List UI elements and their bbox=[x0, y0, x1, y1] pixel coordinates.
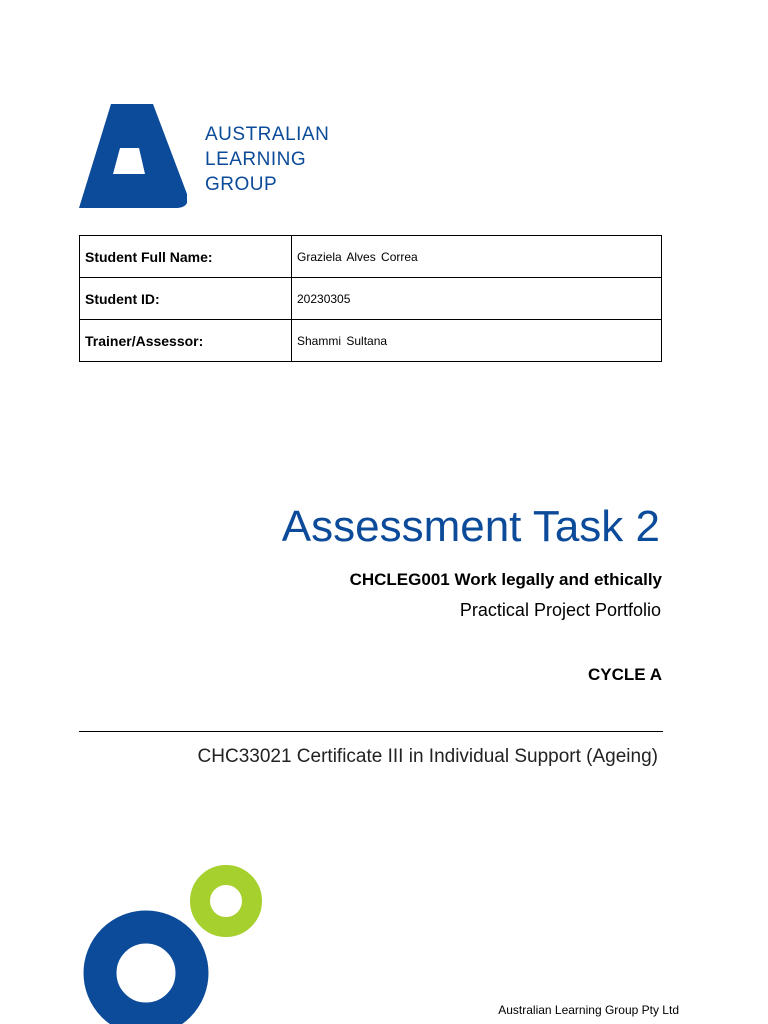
portfolio-subtitle: Practical Project Portfolio bbox=[459, 600, 661, 620]
brand-logo-mark-icon bbox=[79, 104, 187, 208]
student-id-value bbox=[292, 278, 662, 320]
student-name-text: Graziela Alves Correa bbox=[297, 249, 418, 264]
student-name-label: Student Full Name: bbox=[80, 236, 292, 278]
certificate-title: CHC33021 Certificate III in Individual Support (Ageing) bbox=[197, 746, 658, 767]
cycle-label: CYCLE A bbox=[588, 665, 662, 684]
brand-line-2: LEARNING bbox=[205, 149, 307, 170]
trainer-label: Trainer/Assessor: bbox=[80, 320, 292, 362]
table-row bbox=[80, 236, 662, 278]
student-id-text: 20230305 bbox=[297, 291, 351, 306]
trainer-value bbox=[292, 320, 662, 362]
table-row bbox=[80, 320, 662, 362]
brand-line-3: GROUP bbox=[205, 174, 278, 195]
brand-name bbox=[205, 122, 329, 197]
brand-logo bbox=[79, 104, 339, 210]
student-info-table bbox=[79, 235, 662, 362]
divider bbox=[79, 731, 663, 732]
table-row bbox=[80, 278, 662, 320]
student-name-value bbox=[292, 236, 662, 278]
trainer-text: Shammi Sultana bbox=[297, 333, 388, 348]
blue-ring-icon bbox=[100, 927, 192, 1019]
student-id-label: Student ID: bbox=[80, 278, 292, 320]
footer-company: Australian Learning Group Pty Ltd bbox=[498, 1003, 679, 1017]
brand-line-1: AUSTRALIAN bbox=[205, 124, 330, 145]
page-title: Assessment Task 2 bbox=[281, 502, 660, 551]
decorative-circles-icon bbox=[0, 860, 300, 1024]
green-ring-icon bbox=[200, 875, 252, 927]
unit-title: CHCLEG001 Work legally and ethically bbox=[349, 570, 662, 589]
